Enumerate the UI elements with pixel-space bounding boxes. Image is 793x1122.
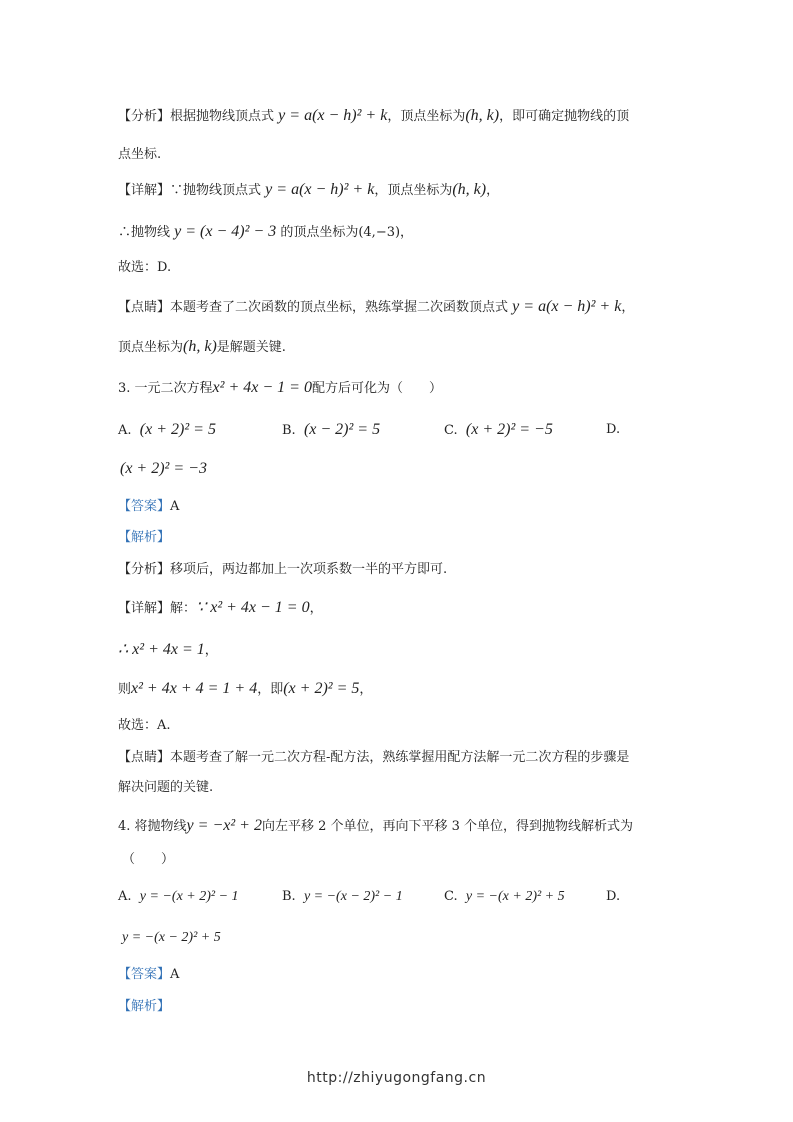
q4-option-d (122, 928, 221, 948)
prev-step-line (118, 222, 413, 243)
q3-option-d (120, 459, 207, 480)
detail-text: ，顶点坐标为 (374, 183, 453, 198)
comment-tag: 【点睛】 (118, 300, 171, 315)
q3-comment-line1 (118, 748, 629, 768)
q3-jiexi-tag: 【解析】 (118, 530, 171, 545)
q3-step1 (118, 640, 218, 661)
q3-answer (118, 497, 179, 517)
option-label: B. (282, 423, 296, 438)
q4-option-c (444, 887, 565, 907)
option-formula: y = −(x + 2)² − 1 (139, 889, 239, 904)
option-label: C. (444, 889, 458, 904)
option-formula: y = −(x − 2)² − 1 (303, 889, 403, 904)
prev-detail-line (118, 180, 499, 201)
step-text: ， (204, 643, 218, 658)
option-label: A. (118, 423, 132, 438)
comment-text: 本题考查了解一元二次方程-配方法，熟练掌握用配方法解一元二次方程的步骤是 (170, 750, 630, 765)
analysis-text: ，顶点坐标为 (387, 109, 466, 124)
q4-paren: （ ） (122, 852, 175, 867)
q3-equation: x² + 4x − 1 = 0 (212, 379, 312, 396)
q3-analysis (118, 560, 447, 580)
comment-text: 顶点坐标为 (118, 340, 184, 355)
q4-stem-text: 4. 将抛物线 (118, 819, 187, 834)
analysis-text: 根据抛物线顶点式 (170, 109, 275, 124)
q3-comment-line2: 解决问题的关键. (118, 780, 214, 795)
vertex-form-formula: y = a(x − h)² + k (265, 181, 375, 198)
step-text: ， (359, 682, 373, 697)
step-text: 则 (118, 682, 132, 697)
answer-tag: 【答案】 (118, 499, 171, 514)
q4-option-d-label: D. (606, 889, 621, 904)
q4-parabola: y = −x² + 2 (186, 817, 262, 834)
option-formula: (x − 2)² = 5 (303, 421, 381, 438)
option-formula: (x + 2)² = −3 (120, 460, 207, 477)
step-equation: (x + 2)² = 5 (283, 680, 360, 697)
prev-comment-line1 (118, 297, 634, 318)
q3-option-c (444, 420, 553, 441)
analysis-tag: 【分析】 (118, 109, 171, 124)
analysis-tag: 【分析】 (118, 562, 171, 577)
option-formula: (x + 2)² = 5 (139, 421, 216, 438)
comment-text: ， (621, 300, 635, 315)
q3-option-b (282, 420, 380, 441)
answer-value: A (170, 967, 180, 982)
q4-option-a (118, 887, 239, 907)
detail-text: ， (309, 601, 323, 616)
option-label: A. (118, 889, 132, 904)
q3-stem-text: 配方后可化为（ ） (311, 381, 442, 396)
prev-comment-line2 (118, 337, 286, 358)
q4-jiexi-tag: 【解析】 (118, 999, 171, 1014)
q3-option-d-label: D. (606, 422, 621, 437)
comment-text: 是解题关键. (216, 340, 286, 355)
option-label: B. (282, 889, 296, 904)
vertex-form-formula: y = a(x − h)² + k (512, 298, 622, 315)
option-label: C. (444, 423, 458, 438)
q3-stem (118, 378, 442, 399)
answer-tag: 【答案】 (118, 967, 171, 982)
option-formula: y = −(x − 2)² + 5 (122, 930, 221, 945)
q4-answer (118, 965, 179, 985)
answer-value: A (170, 499, 180, 514)
option-formula: y = −(x + 2)² + 5 (465, 889, 565, 904)
prev-analysis-line2: 点坐标. (118, 147, 162, 162)
q3-detail (118, 598, 323, 619)
analysis-text: ，即可确定抛物线的顶 (499, 109, 630, 124)
step-equation: x² + 4x + 4 = 1 + 4 (131, 680, 258, 697)
step-text: ，即 (257, 682, 284, 697)
vertex-form-formula: y = a(x − h)² + k (278, 107, 388, 124)
parabola-formula: y = (x − 4)² − 3 (174, 223, 277, 240)
detail-text: 解： (170, 601, 197, 616)
detail-tag: 【详解】 (118, 183, 171, 198)
detail-text: ∵抛物线顶点式 (170, 183, 262, 198)
vertex-coords: (h, k) (183, 338, 217, 355)
step-text: 的顶点坐标为(4,−3)， (280, 225, 414, 240)
footer-url[interactable]: http://zhiyugongfang.cn (306, 1070, 487, 1086)
detail-text: ， (486, 183, 500, 198)
q4-stem (118, 816, 633, 837)
prev-analysis-line1 (118, 106, 629, 127)
q3-choose: 故选：A. (118, 718, 171, 733)
vertex-coords: (h, k) (452, 181, 487, 198)
q3-stem-text: 3. 一元二次方程 (118, 381, 213, 396)
step-equation: ∴ x² + 4x = 1 (118, 641, 205, 658)
prev-choose: 故选：D. (118, 260, 172, 275)
q3-option-a (118, 420, 216, 441)
q3-step2 (118, 679, 372, 700)
comment-text: 本题考查了二次函数的顶点坐标，熟练掌握二次函数顶点式 (170, 300, 509, 315)
q4-option-b (282, 887, 403, 907)
analysis-text: 移项后，两边都加上一次项系数一半的平方即可. (170, 562, 448, 577)
comment-tag: 【点睛】 (118, 750, 171, 765)
detail-equation: ∵ x² + 4x − 1 = 0 (196, 599, 310, 616)
option-formula: (x + 2)² = −5 (465, 421, 553, 438)
detail-tag: 【详解】 (118, 601, 171, 616)
step-text: ∴抛物线 (118, 225, 171, 240)
q4-stem-text: 向左平移 2 个单位，再向下平移 3 个单位，得到抛物线解析式为 (261, 819, 634, 834)
vertex-coords: (h, k) (465, 107, 500, 124)
